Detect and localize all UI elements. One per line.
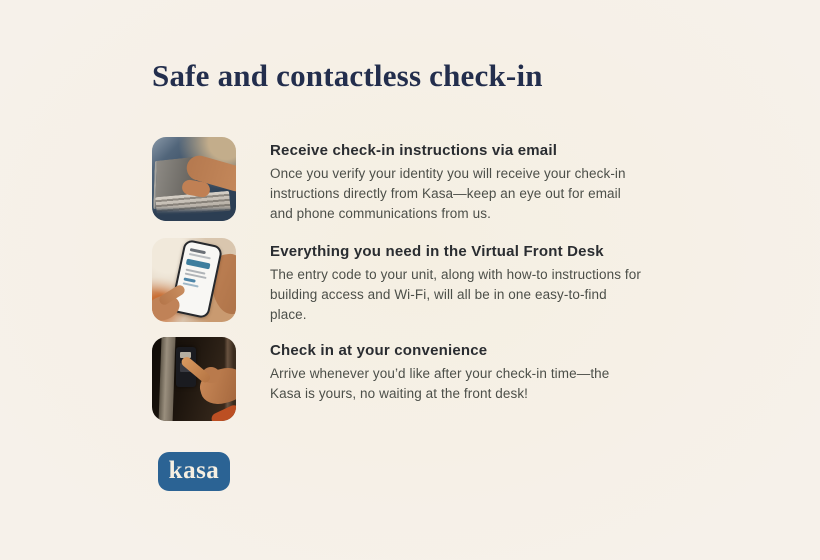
feature-body-virtual-front-desk: The entry code to your unit, along with how-to instructions for building access and Wi-Fi, will all be in one easy-to-find place. — [270, 267, 641, 322]
feature-text-email — [270, 137, 644, 224]
feature-heading-convenience: Check in at your convenience — [270, 342, 488, 359]
kasa-logo — [158, 452, 230, 491]
feature-row-virtual-front-desk — [152, 238, 644, 325]
laptop-typing-photo — [152, 137, 236, 221]
phone-virtual-front-desk-photo — [152, 238, 236, 322]
photo-detail-lap — [152, 210, 236, 221]
feature-body-email: Once you verify your identity you will receive your check-in instructions directly from Kasa—keep an eye out for email and phone communications from us. — [270, 166, 626, 221]
feature-row-email — [152, 137, 644, 224]
feature-body-convenience: Arrive whenever you’d like after your check-in time—the Kasa is yours, no waiting at the front desk! — [270, 366, 610, 401]
feature-text-convenience — [270, 337, 644, 421]
page-title: Safe and contactless check-in — [152, 58, 543, 93]
photo-detail-orange-wristband — [210, 403, 236, 421]
feature-heading-virtual-front-desk: Everything you need in the Virtual Front Desk — [270, 243, 604, 260]
door-keypad-photo — [152, 337, 236, 421]
feature-heading-email: Receive check-in instructions via email — [270, 142, 558, 159]
kasa-logo-text: kasa — [168, 457, 220, 484]
feature-row-convenience — [152, 337, 644, 421]
feature-text-virtual-front-desk — [270, 238, 644, 325]
photo-detail-door-frame — [158, 337, 175, 421]
